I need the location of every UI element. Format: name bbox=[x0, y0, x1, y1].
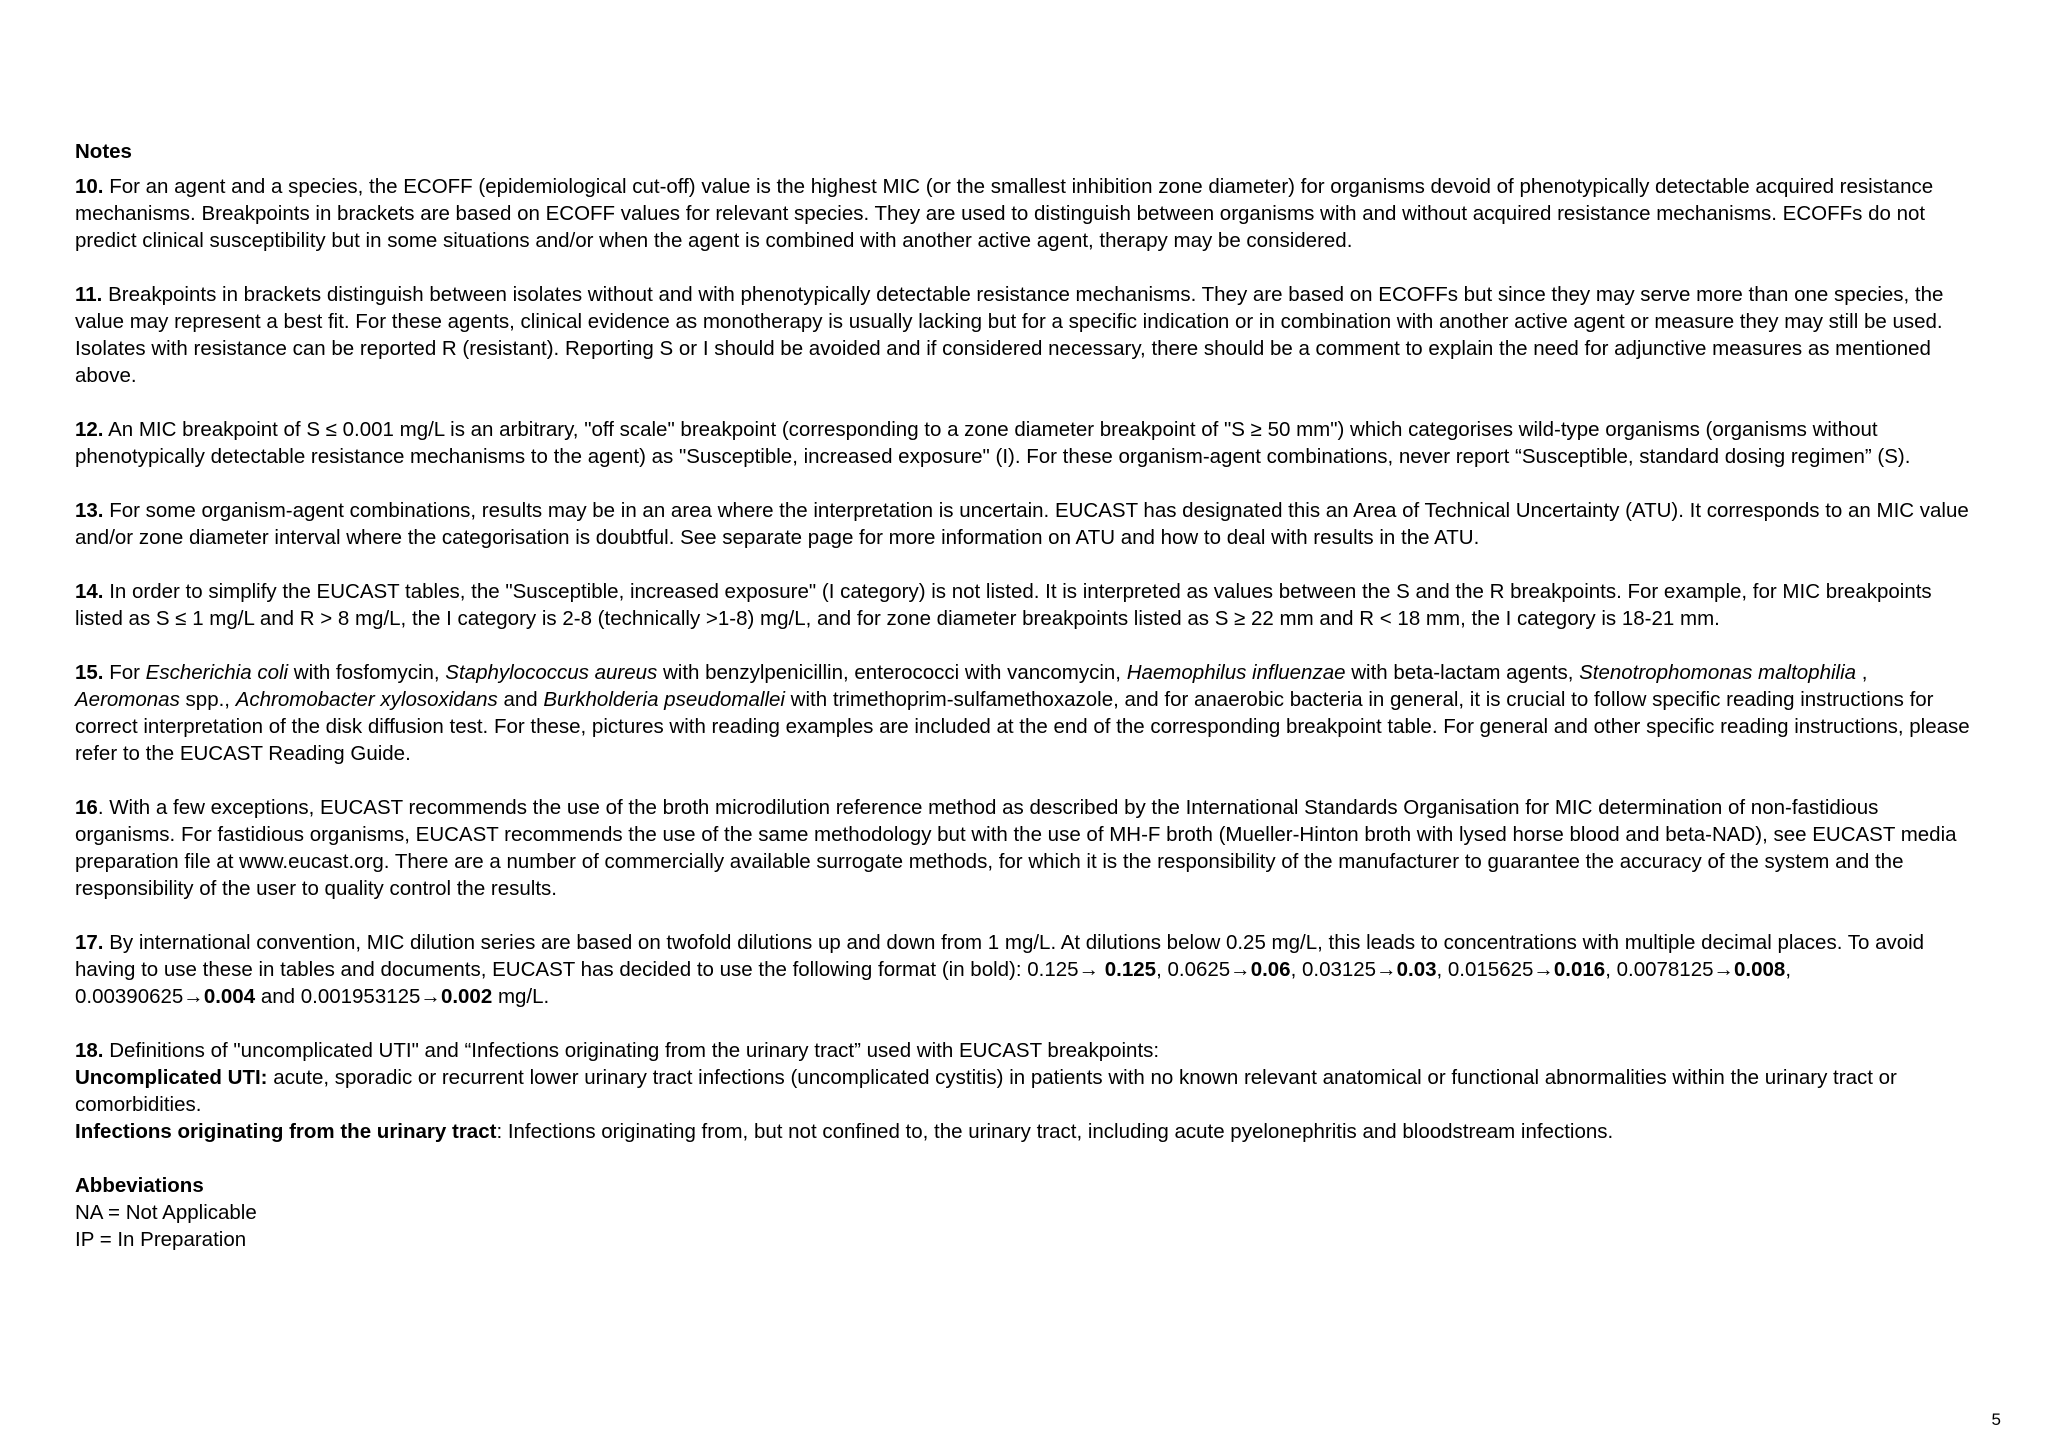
abbreviations-section bbox=[75, 1172, 1975, 1253]
note-18 bbox=[75, 1037, 1975, 1145]
note-number: 12. bbox=[75, 418, 104, 441]
note-text: In order to simplify the EUCAST tables, the "Susceptible, increased exposure" (I category) is not listed. It is interpreted as values between the S and the R breakpoints. For example, for MIC breakpoints listed as S ≤ 1 mg/L and R > 8 mg/L, the I category is 2-8 (technically >1-8) mg/L, and for zone diameter breakpoints listed as S ≥ 22 mm and R < 18 mm, the I category is 18-21 mm. bbox=[75, 580, 1932, 630]
note-number: 17. bbox=[75, 931, 104, 954]
abbreviation-na: NA = Not Applicable bbox=[75, 1201, 257, 1224]
species-name: Stenotrophomonas maltophilia bbox=[1579, 661, 1857, 684]
definition-urinary-tract-infections bbox=[75, 1118, 1975, 1145]
species-name: Burkholderia pseudomallei bbox=[543, 688, 785, 711]
species-name: Staphylococcus aureus bbox=[445, 661, 658, 684]
dilution-value: 0.016 bbox=[1553, 958, 1606, 981]
abbreviation-ip: IP = In Preparation bbox=[75, 1228, 247, 1251]
abbreviations-heading: Abbeviations bbox=[75, 1174, 204, 1197]
note-number: 11. bbox=[75, 283, 103, 306]
definition-text: acute, sporadic or recurrent lower urinary tract infections (uncomplicated cystitis) in patients with no known relevant anatomical or functional abnormalities within the urinary tract or comorbidities. bbox=[75, 1066, 1897, 1116]
note-10 bbox=[75, 173, 1975, 254]
species-name: Haemophilus influenzae bbox=[1126, 661, 1346, 684]
note-text: and bbox=[497, 688, 544, 711]
species-name: Achromobacter xylosoxidans bbox=[235, 688, 498, 711]
note-text: Definitions of "uncomplicated UTI" and “Infections originating from the urinary tract” used with EUCAST breakpoints: bbox=[103, 1039, 1160, 1062]
notes-heading: Notes bbox=[75, 140, 132, 163]
note-number: 18. bbox=[75, 1039, 104, 1062]
note-text: , 0.015625→ bbox=[1436, 958, 1554, 981]
dilution-value: 0.03 bbox=[1396, 958, 1437, 981]
note-text: An MIC breakpoint of S ≤ 0.001 mg/L is an arbitrary, "off scale" breakpoint (corresponding to a zone diameter breakpoint of "S ≥ 50 mm") which categorises wild-type organisms (organisms without phenotypically detectable resistance mechanisms to the agent) as "Susceptible, increased exposure" (I). For these organism-agent combinations, never report “Susceptible, standard dosing regimen” (S). bbox=[75, 418, 1911, 468]
note-number: 14. bbox=[75, 580, 104, 603]
dilution-value: 0.002 bbox=[440, 985, 493, 1008]
page-number: 5 bbox=[1991, 1410, 2001, 1429]
note-number: 15. bbox=[75, 661, 104, 684]
note-text: For some organism-agent combinations, results may be in an area where the interpretation is uncertain. EUCAST has designated this an Area of Technical Uncertainty (ATU). It corresponds to an MIC value and/or zone diameter interval where the categorisation is doubtful. See separate page for more information on ATU and how to deal with results in the ATU. bbox=[75, 499, 1969, 549]
note-text: with benzylpenicillin, enterococci with vancomycin, bbox=[657, 661, 1127, 684]
note-text: . With a few exceptions, EUCAST recommends the use of the broth microdilution reference method as described by the International Standards Organisation for MIC determination of non-fastidious organisms. For fastidious organisms, EUCAST recommends the use of the same methodology but with the use of MH-F broth (Mueller-Hinton broth with lysed horse blood and beta-NAD), see EUCAST media preparation file at www.eucast.org. There are a number of commercially available surrogate methods, for which it is the responsibility of the manufacturer to guarantee the accuracy of the system and the responsibility of the user to quality control the results. bbox=[75, 796, 1957, 900]
dilution-value: 0.06 bbox=[1250, 958, 1291, 981]
species-name: Aeromonas bbox=[75, 688, 180, 711]
note-text: , 0.0625→ bbox=[1156, 958, 1251, 981]
note-18-intro bbox=[75, 1037, 1975, 1064]
note-number: 13. bbox=[75, 499, 104, 522]
definition-label: Uncomplicated UTI: bbox=[75, 1066, 268, 1089]
note-text: with trimethoprim-sulfamethoxazole, and for anaerobic bacteria in general, it is crucial to follow specific reading instructions for correct interpretation of the disk diffusion test. For these, pictures with reading examples are included at the end of the corresponding breakpoint table. For general and other specific reading instructions, please refer to the EUCAST Reading Guide. bbox=[75, 688, 1970, 765]
note-text: For bbox=[103, 661, 146, 684]
note-text: , bbox=[1856, 661, 1868, 684]
note-16 bbox=[75, 794, 1975, 902]
note-11 bbox=[75, 281, 1975, 389]
dilution-value: 0.004 bbox=[203, 985, 256, 1008]
notes-content bbox=[75, 138, 1975, 1253]
note-number: 16 bbox=[75, 796, 98, 819]
dilution-value: 0.125 bbox=[1104, 958, 1157, 981]
note-text: mg/L. bbox=[492, 985, 550, 1008]
note-text: Breakpoints in brackets distinguish between isolates without and with phenotypically detectable resistance mechanisms. They are based on ECOFFs but since they may serve more than one species, the value may represent a best fit. For these agents, clinical evidence as monotherapy is usually lacking but for a specific indication or in combination with another active agent or measure they may still be used. Isolates with resistance can be reported R (resistant). Reporting S or I should be avoided and if considered necessary, there should be a comment to explain the need for adjunctive measures as mentioned above. bbox=[75, 283, 1944, 387]
definition-label: Infections originating from the urinary tract bbox=[75, 1120, 497, 1143]
note-text: with beta-lactam agents, bbox=[1345, 661, 1580, 684]
note-text: with fosfomycin, bbox=[288, 661, 446, 684]
note-text: , 0.03125→ bbox=[1290, 958, 1397, 981]
note-text: For an agent and a species, the ECOFF (epidemiological cut-off) value is the highest MIC (or the smallest inhibition zone diameter) for organisms devoid of phenotypically detectable acquired resistance mechanisms. Breakpoints in brackets are based on ECOFF values for relevant species. They are used to distinguish between organisms with and without acquired resistance mechanisms. ECOFFs do not predict clinical susceptibility but in some situations and/or when the agent is combined with another active agent, therapy may be considered. bbox=[75, 175, 1934, 252]
note-text: spp., bbox=[179, 688, 236, 711]
note-text: , 0.00390625→ bbox=[75, 958, 1792, 1008]
note-number: 10. bbox=[75, 175, 104, 198]
note-12 bbox=[75, 416, 1975, 470]
note-text: By international convention, MIC dilution series are based on twofold dilutions up and down from 1 mg/L. At dilutions below 0.25 mg/L, this leads to concentrations with multiple decimal places. To avoid having to use these in tables and documents, EUCAST has decided to use the following format (in bold): 0.125→ bbox=[75, 931, 1925, 981]
dilution-value: 0.008 bbox=[1734, 958, 1786, 981]
note-text: and 0.001953125→ bbox=[255, 985, 441, 1008]
definition-uncomplicated-uti bbox=[75, 1064, 1975, 1118]
note-13 bbox=[75, 497, 1975, 551]
note-17 bbox=[75, 929, 1975, 1010]
definition-text: : Infections originating from, but not confined to, the urinary tract, including acute pyelonephritis and bloodstream infections. bbox=[496, 1120, 1614, 1143]
note-text: , 0.0078125→ bbox=[1605, 958, 1735, 981]
species-name: Escherichia coli bbox=[145, 661, 289, 684]
note-14 bbox=[75, 578, 1975, 632]
note-15 bbox=[75, 659, 1975, 767]
